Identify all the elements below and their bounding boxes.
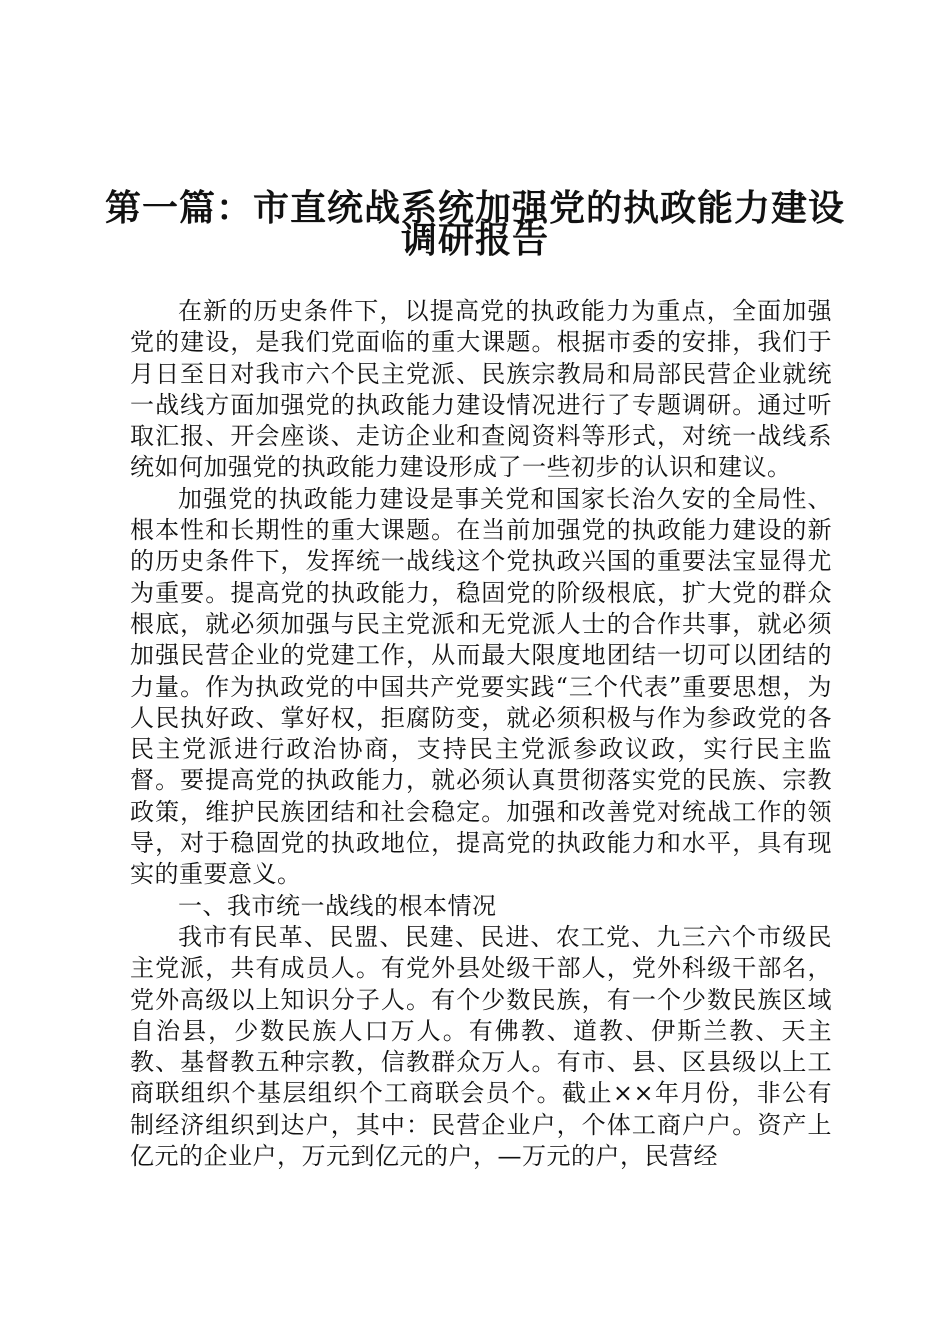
paragraph-basic-situation: 我市有民革、民盟、民建、民进、农工党、九三六个市级民主党派，共有成员人。有党外县处级干部人，党外科级干部名，党外高级以上知识分子人。有个少数民族，有一个少数民族区域自治县，少数民族人口万人。有佛教、道教、伊斯兰教、天主教、基督教五种宗教，信教群众万人。有市、县、区县级以上工商联组织个基层组织个工商联会员个。截止××年月份，非公有制经济组织到达户，其中：民营企业户，个体工商户户。资产上亿元的企业户，万元到亿元的户，—万元的户，民营经: [130, 922, 832, 1171]
document-body: [130, 296, 832, 1172]
document-title-line-1: 第一篇：市直统战系统加强党的执政能力建设: [104, 187, 845, 229]
paragraph-intro: 在新的历史条件下，以提高党的执政能力为重点，全面加强党的建设，是我们党面临的重大课题。根据市委的安排，我们于月日至日对我市六个民主党派、民族宗教局和局部民营企业就统一战线方面加强党的执政能力建设情况进行了专题调研。通过听取汇报、开会座谈、走访企业和查阅资料等形式，对统一战线系统如何加强党的执政能力建设形成了一些初步的认识和建议。: [130, 297, 832, 482]
section-heading-1: 一、我市统一战线的根本情况: [178, 891, 497, 920]
document-title-line-2: 调研报告: [400, 219, 549, 261]
paragraph-significance: 加强党的执政能力建设是事关党和国家长治久安的全局性、根本性和长期性的重大课题。在当前加强党的执政能力建设的新的历史条件下，发挥统一战线这个党执政兴国的重要法宝显得尤为重要。提高党的执政能力，稳固党的阶级根底，扩大党的群众根底，就必须加强与民主党派和无党派人士的合作共事，就必须加强民营企业的党建工作，从而最大限度地团结一切可以团结的力量。作为执政党的中国共产党要实践“三个代表”重要思想，为人民执好政、掌好权，拒腐防变，就必须积极与作为参政党的各民主党派进行政治协商，支持民主党派参政议政，实行民主监督。要提高党的执政能力，就必须认真贯彻落实党的民族、宗教政策，维护民族团结和社会稳定。加强和改善党对统战工作的领导，对于稳固党的执政地位，提高党的执政能力和水平，具有现实的重要意义。: [130, 484, 832, 889]
